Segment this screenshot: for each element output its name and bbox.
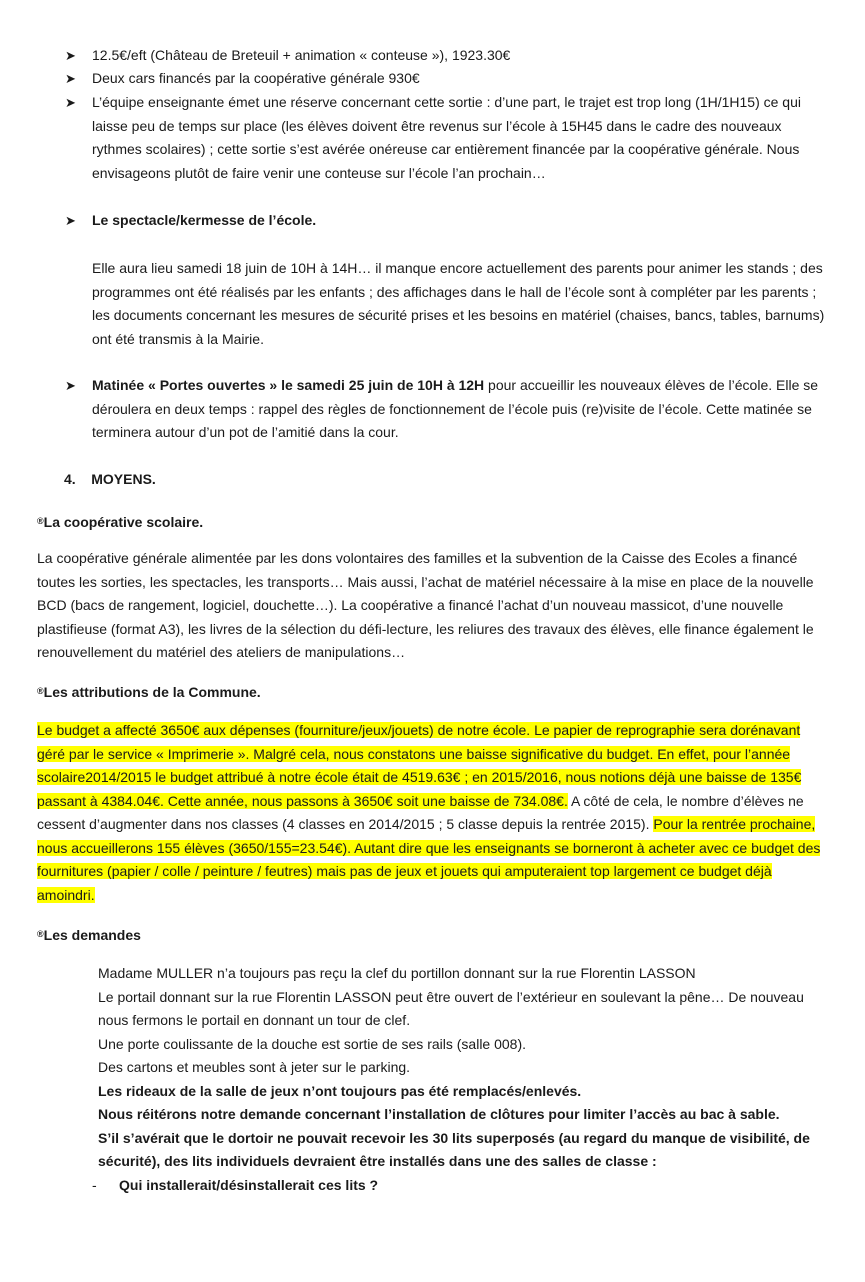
commune-plain: A côté de cela, le nombre d’élèves ne cessent d’augmenter dans nos classes (4 classes en 2014/2015 ; 5 classe depuis la rentrée 2015). [37, 792, 804, 832]
matinee-rest: pour accueillir les nouveaux élèves de l’école. Elle se déroulera en deux temps : rappel des règles de fonctionnement de l’école puis (re)visite de l’école. Cette matinée se terminera autour d’un pot de l’amitié dans la cour. [92, 377, 819, 440]
commune-title: Les attributions de la Commune. [43, 684, 261, 700]
arrow-bullet-icon: ➤ [65, 48, 76, 63]
demandes-heading [37, 924, 141, 948]
bullet-item-chateau [65, 44, 830, 68]
section-title: MOYENS. [91, 471, 156, 487]
bullet-item-cars [65, 67, 830, 91]
arrow-bullet-icon: ➤ [65, 378, 76, 393]
bullet-text: L’équipe enseignante émet une réserve concernant cette sortie : d’une part, le trajet est trop long (1H/1H15) ce qui laisse peu de temps sur place (les élèves doivent être revenus sur l’école à 15H45 dans le cadre des nouveaux rythmes scolaires) ; cette sortie s’est avérée onéreuse car entièrement financée par la coopérative générale. Nous envisageons plutôt de faire venir une conteuse sur l’école l’an prochain… [92, 94, 801, 181]
matinee-text [92, 374, 830, 445]
demande-item: Une porte coulissante de la douche est sortie de ses rails (salle 008). [98, 1035, 527, 1052]
arrow-bullet-icon: ➤ [65, 95, 76, 110]
section-4-heading [64, 468, 156, 492]
registered-symbol-icon: ® [37, 929, 44, 939]
demande-item: S’il s’avérait que le dortoir ne pouvait recevoir les 30 lits superposés (au regard du manque de visibilité, de sécurité), des lits individuels devraient être installés dans une des salles de classe : [98, 1129, 810, 1169]
demande-item: Le portail donnant sur la rue Florentin LASSON peut être ouvert de l’extérieur en soulevant la pêne… De nouveau nous fermons le portail en donnant un tour de clef. [98, 988, 804, 1028]
cooperative-heading [37, 511, 203, 535]
arrow-bullet-icon: ➤ [65, 71, 76, 86]
dash-list-item [92, 1174, 792, 1198]
demande-item: Madame MULLER n’a toujours pas reçu la clef du portillon donnant sur la rue Florentin LASSON [98, 965, 696, 981]
cooperative-title: La coopérative scolaire. [43, 514, 204, 530]
cooperative-paragraph: La coopérative générale alimentée par les dons volontaires des familles et la subvention de la Caisse des Ecoles a financé toutes les sorties, les spectacles, les transports… Mais aussi, l’achat de matériel nécessaire à la mise en place de la nouvelle BCD (bacs de rangement, logiciel, douchette…). La coopérative a financé l’achat d’un nouveau massicot, d’une nouvelle plastifieuse (format A3), les livres de la sélection du défi-lecture, les reliures des travaux des élèves, elle finance également le renouvellement du matériel des ateliers de manipulations… [37, 550, 814, 660]
matinee-bold: Matinée « Portes ouvertes » le samedi 25 juin de 10H à 12H [92, 377, 485, 393]
commune-highlight-1: Le budget a affecté 3650€ aux dépenses (fourniture/jeux/jouets) de notre école. Le papier de reprographie sera dorénavant géré par le service « Imprimerie ». Malgré cela, nous constatons une baisse significative du budget. En effet, pour l’année scolaire2014/2015 le budget attribué à notre école était de 4519.63€ ; en 2015/2016, nous notions déjà une baisse de 135€ passant à 4384.04€. Cette année, nous passons à 3650€ soit une baisse de 734.08€. [37, 722, 802, 809]
demandes-title: Les demandes [43, 927, 141, 943]
registered-symbol-icon: ® [37, 516, 44, 526]
demandes-list [98, 962, 833, 1174]
bullet-item-reserve [65, 91, 830, 185]
spectacle-paragraph: Elle aura lieu samedi 18 juin de 10H à 14H… il manque encore actuellement des parents pour animer les stands ; des programmes ont été réalisés par les enfants ; des affichages dans le hall de l’école sont à compléter par les parents ; les documents concernant les mesures de sécurité prises et les besoins en matériel (chaises, bancs, tables, barnums) ont été transmis à la Mairie. [92, 260, 825, 347]
bullet-item-spectacle [65, 209, 830, 233]
commune-paragraph [37, 719, 827, 907]
bullet-text: Deux cars financés par la coopérative générale 930€ [92, 70, 420, 86]
arrow-bullet-icon: ➤ [65, 213, 76, 228]
spectacle-title: Le spectacle/kermesse de l’école. [92, 212, 317, 228]
commune-heading [37, 681, 261, 705]
demande-item: Des cartons et meubles sont à jeter sur le parking. [98, 1059, 411, 1075]
bullet-item-matinee [65, 374, 830, 445]
demande-item: Nous réitérons notre demande concernant l’installation de clôtures pour limiter l’accès au bac à sable. [98, 1106, 780, 1122]
dash-bullet: - [92, 1177, 97, 1193]
bullet-text: 12.5€/eft (Château de Breteuil + animation « conteuse »), 1923.30€ [92, 47, 511, 63]
section-number: 4. [64, 471, 76, 487]
dash-item-text: Qui installerait/désinstallerait ces lits ? [119, 1177, 379, 1193]
commune-highlight-2: Pour la rentrée prochaine, nous accueillerons 155 élèves (3650/155=23.54€). Autant dire que les enseignants se borneront à acheter avec ce budget des fournitures (papier / colle / peinture / feutres) mais pas de jeux et jouets qui amputeraient top largement ce budget déjà amoindri. [37, 816, 821, 903]
demande-item: Les rideaux de la salle de jeux n’ont toujours pas été remplacés/enlevés. [98, 1082, 582, 1099]
registered-symbol-icon: ® [37, 686, 44, 696]
